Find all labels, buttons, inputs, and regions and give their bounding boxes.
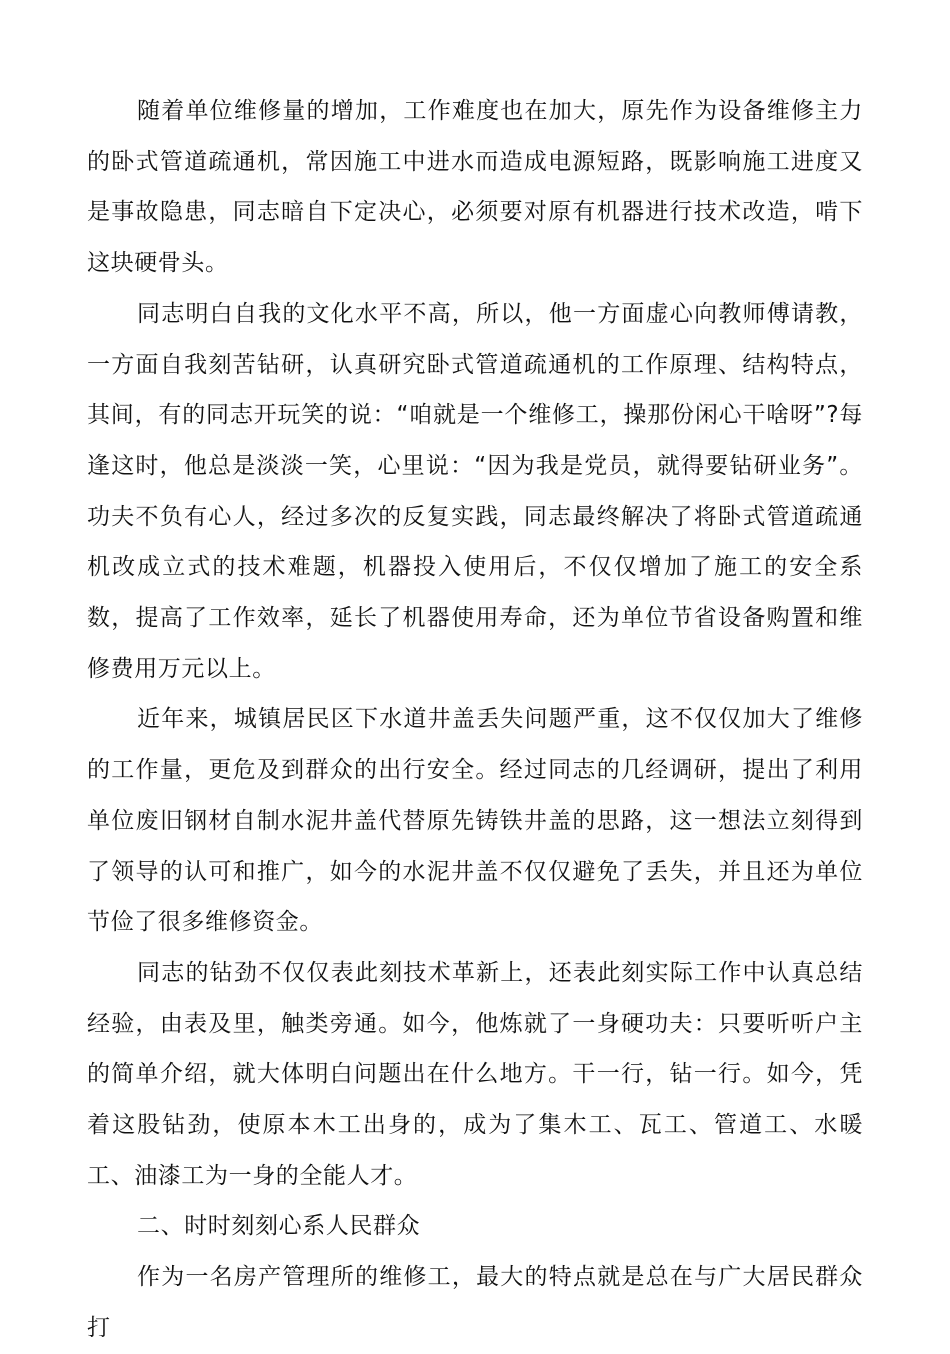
body-paragraph-4: 同志的钻劲不仅仅表此刻技术革新上，还表此刻实际工作中认真总结经验，由表及里，触类旁通。如今，他炼就了一身硬功夫：只要听听户主的简单介绍，就大体明白问题出在什么地方。干一行，钻一行。如今，凭着这股钻劲，使原本木工出身的，成为了集木工、瓦工、管道工、水暖工、油漆工为一身的全能人才。 — [87, 959, 863, 1189]
document-page — [87, 86, 863, 1354]
section-heading: 二、时时刻刻心系人民群众 — [137, 1213, 421, 1240]
body-paragraph-2: 同志明白自我的文化水平不高，所以，他一方面虚心向教师傅请教，一方面自我刻苦钻研，认真研究卧式管道疏通机的工作原理、结构特点，其间，有的同志开玩笑的说：“咱就是一个维修工，操那份闲心干啥呀”?每逢这时，他总是淡淡一笑，心里说：“因为我是党员，就得要钻研业务”。功夫不负有心人，经过多次的反复实践，同志最终解决了将卧式管道疏通机改成立式的技术难题，机器投入使用后，不仅仅增加了施工的安全系数，提高了工作效率，延长了机器使用寿命，还为单位节省设备购置和维修费用万元以上。 — [87, 300, 863, 682]
body-paragraph-1: 随着单位维修量的增加，工作难度也在加大，原先作为设备维修主力的卧式管道疏通机，常因施工中进水而造成电源短路，既影响施工进度又是事故隐患，同志暗自下定决心，必须要对原有机器进行技术改造，啃下这块硬骨头。 — [87, 98, 863, 277]
body-paragraph-3: 近年来，城镇居民区下水道井盖丢失问题严重，这不仅仅加大了维修的工作量，更危及到群众的出行安全。经过同志的几经调研，提出了利用单位废旧钢材自制水泥井盖代替原先铸铁井盖的思路，这一想法立刻得到了领导的认可和推广，如今的水泥井盖不仅仅避免了丢失，并且还为单位节俭了很多维修资金。 — [87, 706, 863, 936]
body-paragraph-5: 作为一名房产管理所的维修工，最大的特点就是总在与广大居民群众打 — [87, 1264, 863, 1341]
